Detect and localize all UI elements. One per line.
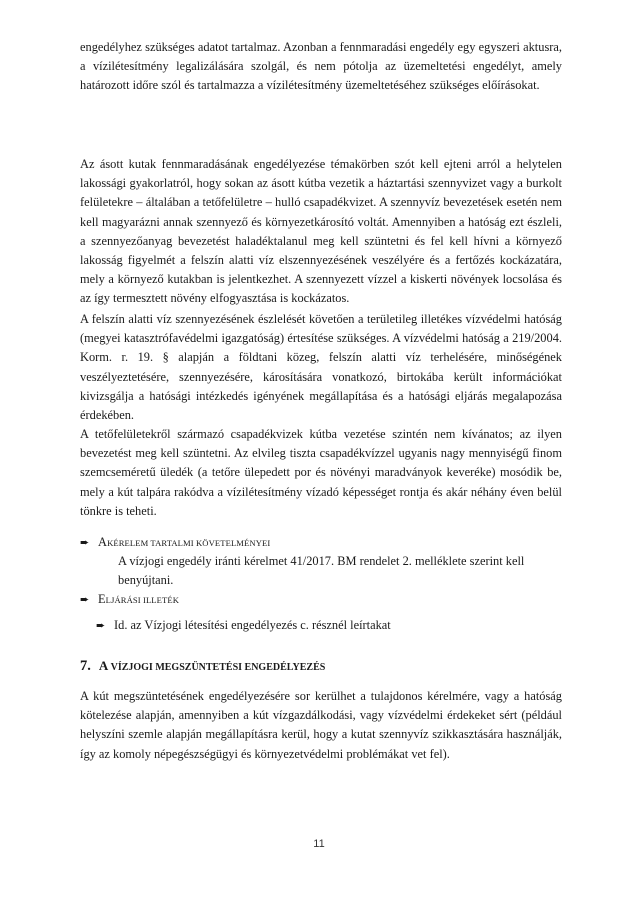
bullet-label: AKÉRELEM TARTALMI KÖVETELMÉNYEI [98,535,271,549]
paragraph-kut-megszuntetes: A kút megszüntetésének engedélyezésére sor kerülhet a tulajdonos kérelmére, vagy a hatóság kötelezése alapján, amennyiben a kút vízgazdálkodási, vagy vízvédelmi érdekeket sért (például helyszíni szemle alapján megállapításra kerül, hogy a kutat szennyvíz szikkasztására használják, így az komoly népegészségügyi és környezetvédelmi problémákat vet fel). [80,689,562,761]
sub-bullet-text: Id. az Vízjogi létesítési engedélyezés c. résznél leírtakat [114,618,391,632]
paragraph-fennmaradasi-engedely: engedélyhez szükséges adatot tartalmaz. Azonban a fennmaradási engedély egy egyszeri aktusra, a vízilétesítmény legalizálására szolgál, és nem pótolja az üzemeltetési engedélyt, amely határozott időre szól és tartalmazza a vízilétesítmény üzemeltetéséhez szükséges előírásokat. [80,40,562,93]
section-number: 7. [80,658,91,674]
section-heading [80,656,562,677]
page-number: 11 [313,838,325,850]
bullet-label: ELJÁRÁSI ILLETÉK [98,592,180,606]
paragraph-asott-kutak: Az ásott kutak fennmaradásának engedélyezése témakörben szót kell ejteni arról a helytelen lakossági gyakorlatról, hogy sokan az ásott kútba vezetik a háztartási szennyvizet vagy a burkolt felületekre – általában a tetőfelületre – hulló csapadékvizet. A szennyvíz bevezetések esetén nem kell magyarázni annak szennyező és környezetkárosító voltát. Amennyiben a hatóság ezt észleli, a szennyezőanyag bevezetést haladéktalanul meg kell szüntetni és fel kell hívni a környező lakosság figyelmét a felszín alatti víz elszennyezésének veszélyére és a fertőzés kockázatára, mely a környező kutakban is jelentkezhet. A szennyezett vízzel a kiskerti növények locsolása és az így termesztett növény elfogyasztása is kockázatos. [80,157,562,306]
section-title: A VÍZJOGI MEGSZÜNTETÉSI ENGEDÉLYEZÉS [98,658,326,673]
paragraph-tetofeluletek: A tetőfelületekről származó csapadékvizek kútba vezetése szintén nem kívánatos; az ilyen bevezetést meg kell szüntetni. Az elvileg tiszta csapadékvízzel ugyanis nagy mennyiségű finom szemcseméretű üledék (a tetőre ülepedett por és növényi maradványok keveréke) mosódik be, mely a kút talpára rakódva a vízilétesítmény vízadó képességet rontja és akár néhány éven belül tönkre is teheti. [80,427,562,518]
paragraph-szennyezes-eszlelese: A felszín alatti víz szennyezésének észlelését követően a területileg illetékes vízvédelmi hatóság (megyei katasztrófavédelmi igazgatóság) értesítése szükséges. A vízvédelmi hatóság a 219/2004. Korm. r. 19. § alapján a földtani közeg, felszín alatti víz terhelésére, minőségének veszélyeztetésére, szennyezésére, károsítására vonatkozó, birtokába került információkat kivizsgálja a hatósági intézkedés igényének megállapítása és a hatósági eljárás megalapozása érdekében. [80,312,562,423]
arrow-bullet-icon: ➨ [96,619,106,632]
bullet-body-text: A vízjogi engedély iránti kérelmet 41/2017. BM rendelet 2. melléklete szerint kell benyújtani. [118,554,525,588]
arrow-bullet-icon: ➨ [80,536,90,549]
arrow-bullet-icon: ➨ [80,593,90,606]
